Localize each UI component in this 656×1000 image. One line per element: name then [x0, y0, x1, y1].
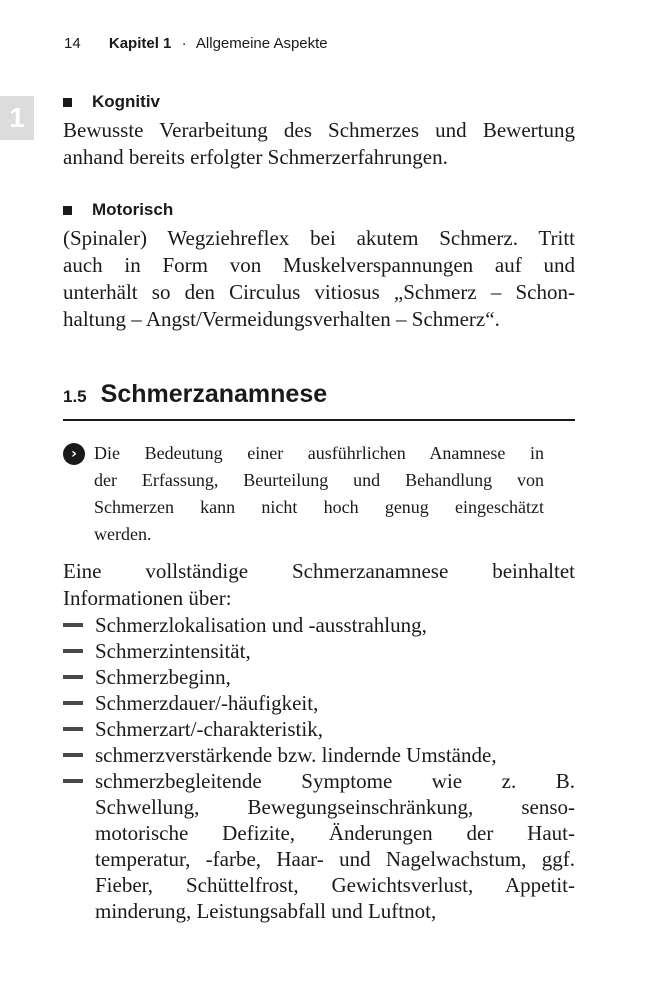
text-line: unterhält so den Circulus vitiosus „Schmerz – Schon- [63, 280, 575, 304]
page-number: 14 [64, 35, 81, 52]
kognitiv-heading-text: Kognitiv [92, 92, 160, 111]
motorisch-heading [63, 199, 173, 221]
text-line: schmerzbegleitende Symptome wie z. B. [95, 769, 575, 793]
kognitiv-paragraph [63, 117, 575, 171]
kognitiv-heading [63, 91, 160, 113]
dash-bullet-icon [63, 701, 83, 705]
dash-bullet-icon [63, 649, 83, 653]
text-line: Schmerzart/-charakteristik, [95, 717, 323, 741]
text-line: Schwellung, Bewegungseinschränkung, senso- [95, 795, 575, 819]
text-line: werden. [94, 524, 152, 544]
motorisch-paragraph [63, 225, 575, 333]
text-line: Schmerzdauer/-häufigkeit, [95, 691, 319, 715]
list-item [63, 742, 575, 768]
list-item [63, 664, 575, 690]
dash-bullet-icon [63, 727, 83, 731]
dash-bullet-icon [63, 779, 83, 783]
text-line: schmerzverstärkende bzw. lindernde Umstände, [95, 743, 497, 767]
text-line: (Spinaler) Wegziehreflex bei akutem Schmerz. Tritt [63, 226, 575, 250]
text-line: anhand bereits erfolgter Schmerzerfahrungen. [63, 145, 448, 169]
section-heading [63, 380, 575, 421]
text-line: der Erfassung, Beurteilung und Behandlung von [94, 470, 544, 490]
dash-bullet-icon [63, 675, 83, 679]
text-line: minderung, Leistungsabfall und Luftnot, [95, 899, 437, 923]
chapter-title: Allgemeine Aspekte [195, 35, 328, 52]
list-item [63, 716, 575, 742]
note-box [63, 440, 575, 548]
chapter-label: Kapitel 1 [108, 35, 172, 52]
list-item [63, 638, 575, 664]
list-item [63, 768, 575, 924]
information-list [63, 612, 575, 924]
chevron-right-icon: › [63, 443, 85, 465]
running-header [64, 34, 328, 54]
dash-bullet-icon [63, 753, 83, 757]
intro-paragraph [63, 558, 575, 612]
text-line: haltung – Angst/Vermeidungsverhalten – Schmerz“. [63, 307, 500, 331]
text-line: Schmerzen kann nicht hoch genug eingeschätzt [94, 497, 544, 517]
note-text [94, 440, 544, 548]
text-line: motorische Defizite, Änderungen der Haut- [95, 821, 575, 845]
square-bullet-icon [63, 206, 72, 215]
dash-bullet-icon [63, 623, 83, 627]
square-bullet-icon [63, 98, 72, 107]
text-line: temperatur, -farbe, Haar- und Nagelwachstum, ggf. [95, 847, 575, 871]
section-number: 1.5 [63, 387, 87, 406]
text-line: Fieber, Schüttelfrost, Gewichtsverlust, Appetit- [95, 873, 575, 897]
text-line: Die Bedeutung einer ausführlichen Anamnese in [94, 443, 544, 463]
section-title: Schmerzanamnese [100, 380, 328, 408]
chapter-tab: 1 [0, 96, 34, 140]
text-line: Schmerzbeginn, [95, 665, 231, 689]
list-item [63, 612, 575, 638]
list-item [63, 690, 575, 716]
text-line: Schmerzintensität, [95, 639, 251, 663]
header-separator: · [181, 35, 187, 52]
text-line: Bewusste Verarbeitung des Schmerzes und Bewertung [63, 118, 575, 142]
text-line: Informationen über: [63, 586, 232, 610]
text-line: Schmerzlokalisation und -ausstrahlung, [95, 613, 427, 637]
text-line: Eine vollständige Schmerzanamnese beinhaltet [63, 559, 575, 583]
text-line: auch in Form von Muskelverspannungen auf und [63, 253, 575, 277]
motorisch-heading-text: Motorisch [92, 200, 174, 219]
